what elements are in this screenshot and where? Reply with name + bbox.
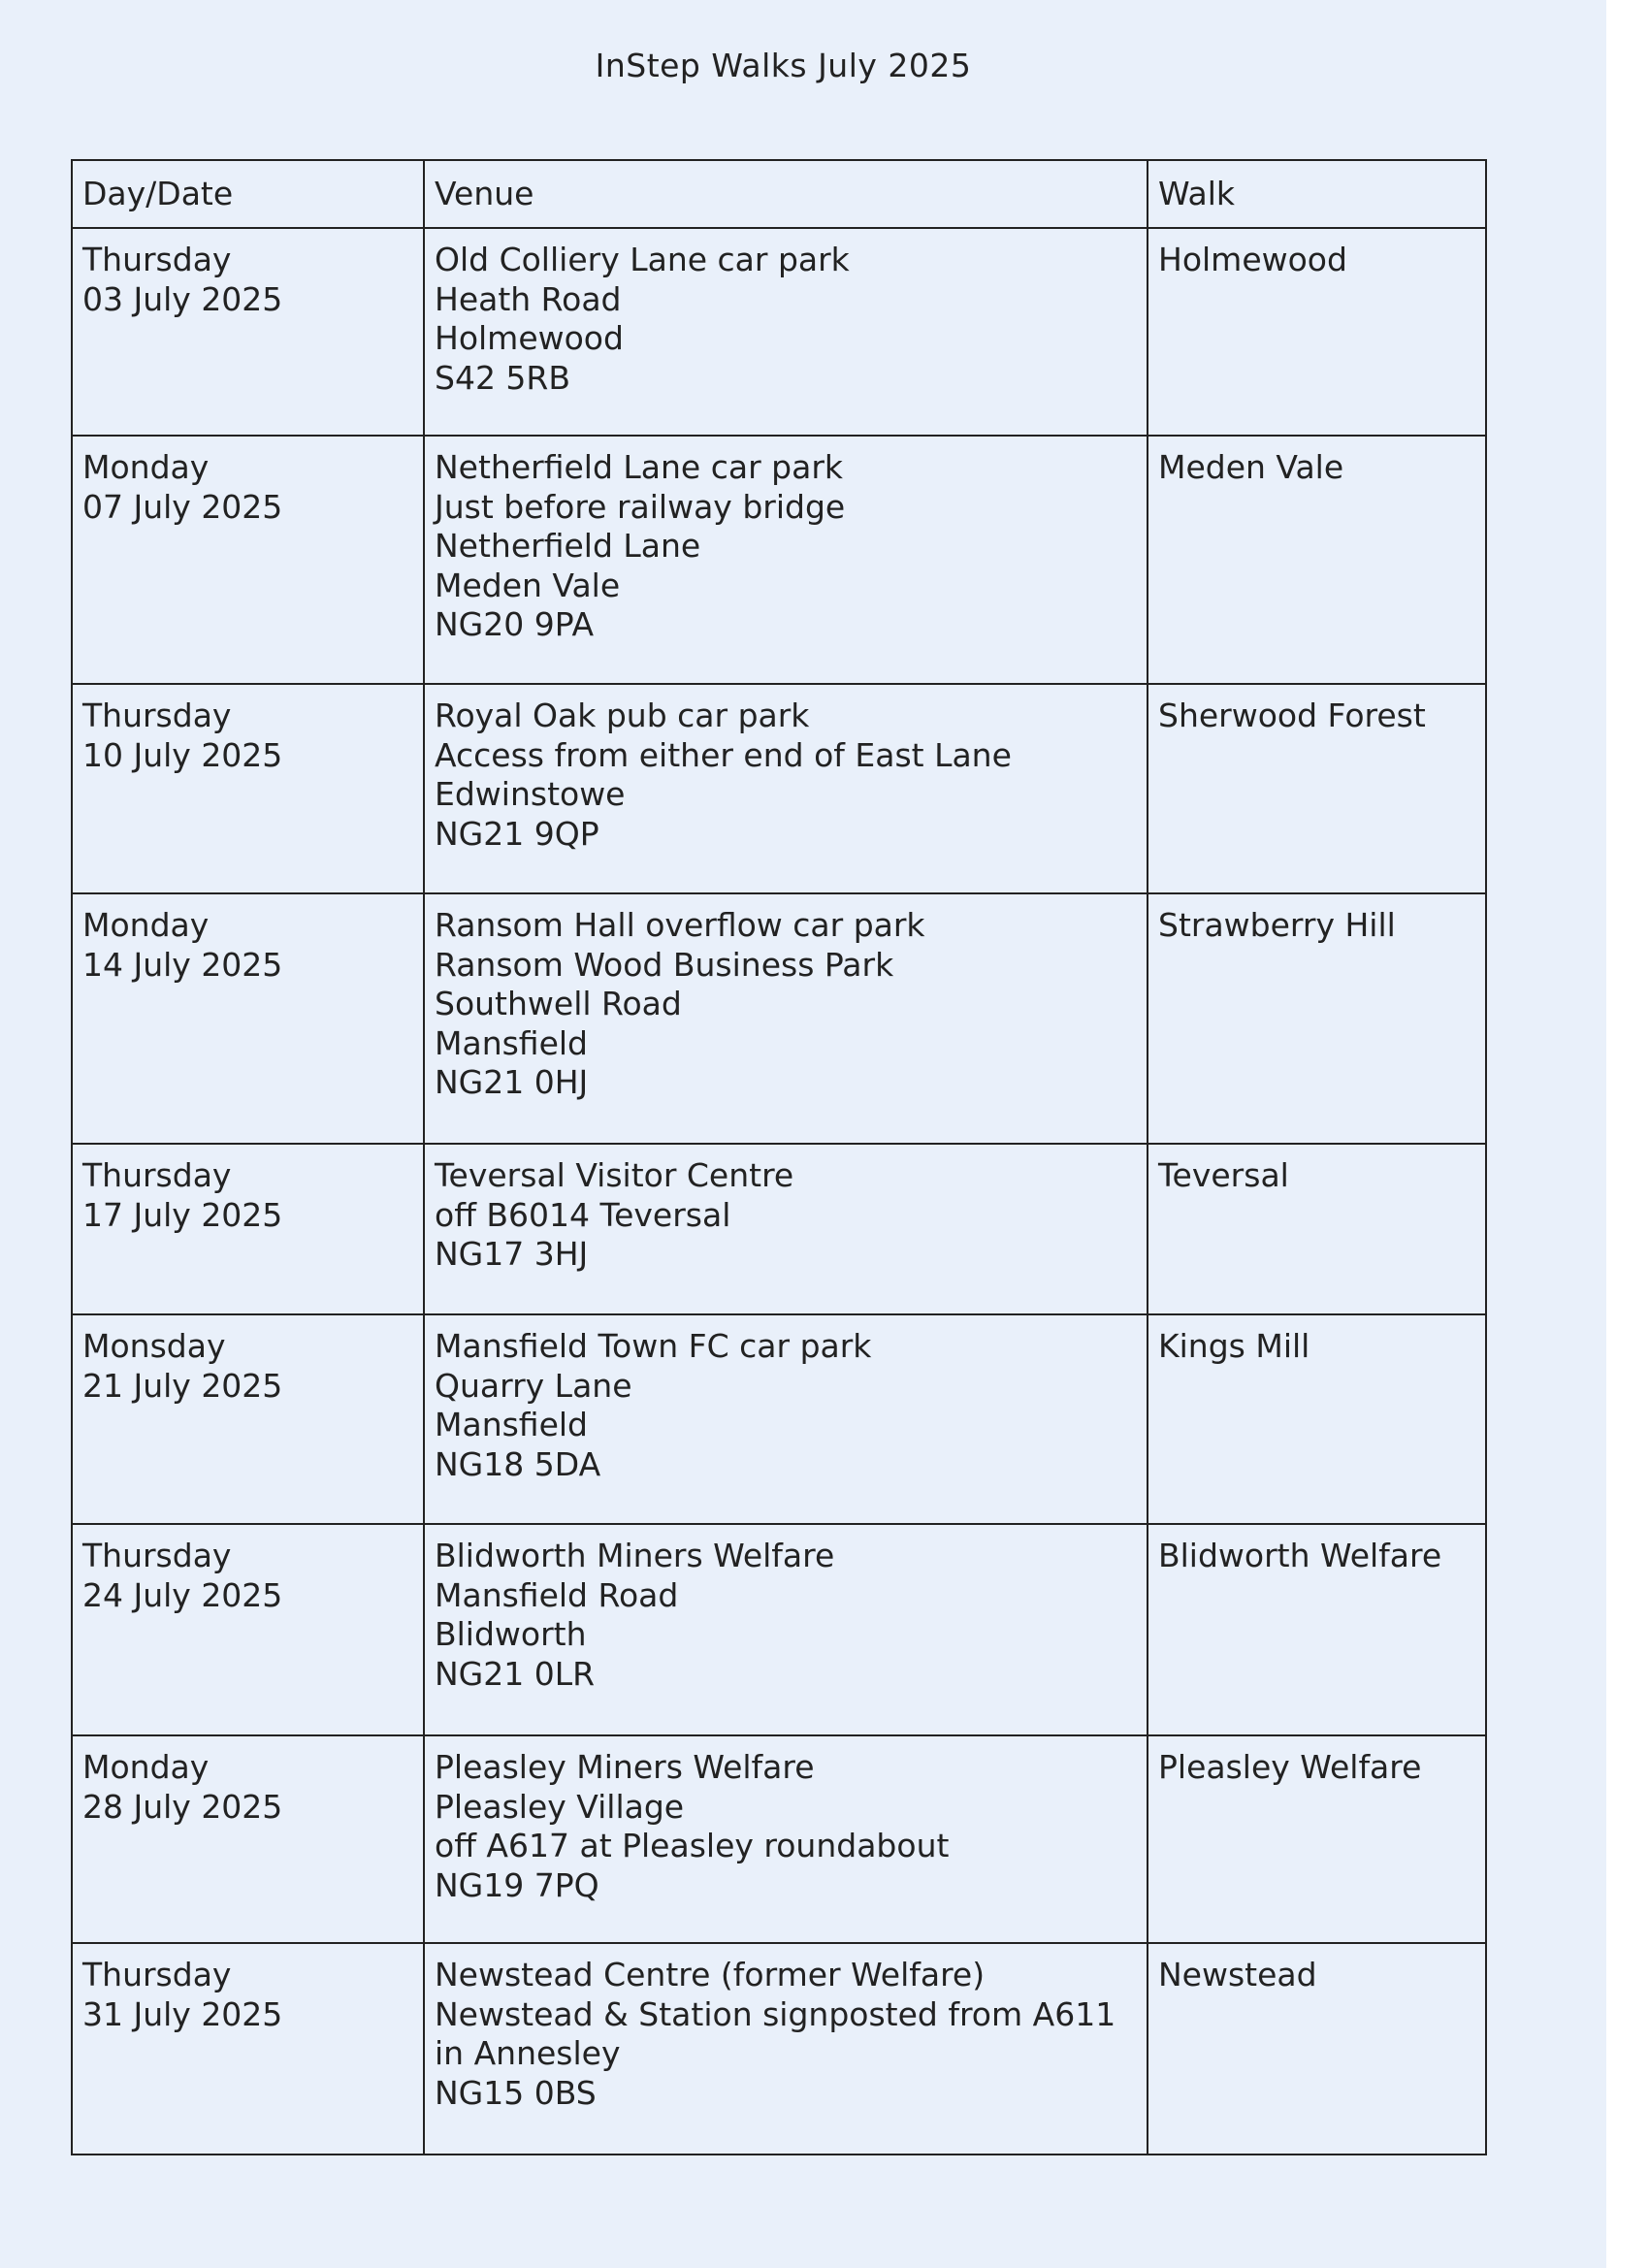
venue-line: Southwell Road bbox=[435, 985, 682, 1022]
venue-line: Royal Oak pub car park bbox=[435, 697, 810, 734]
day-name: Thursday bbox=[82, 1537, 232, 1574]
day-date-cell bbox=[72, 228, 424, 436]
day-date-cell bbox=[72, 893, 424, 1144]
day-name: Monsday bbox=[82, 1327, 226, 1365]
table-row bbox=[72, 1314, 1486, 1524]
venue-line: NG21 0LR bbox=[435, 1654, 596, 1693]
walk-name-cell: Kings Mill bbox=[1148, 1314, 1486, 1524]
day-name: Monday bbox=[82, 906, 210, 944]
walk-date: 17 July 2025 bbox=[82, 1195, 283, 1234]
venue-cell bbox=[424, 436, 1148, 684]
venue-line: Mansfield bbox=[435, 1406, 589, 1443]
venue-line: Newstead Centre (former Welfare) bbox=[435, 1956, 986, 1993]
venue-line: NG15 0BS bbox=[435, 2073, 597, 2112]
table-row bbox=[72, 893, 1486, 1144]
day-date-cell bbox=[72, 1314, 424, 1524]
walk-name-cell: Newstead bbox=[1148, 1943, 1486, 2155]
venue-line: Ransom Hall overflow car park bbox=[435, 906, 925, 944]
walk-date: 31 July 2025 bbox=[82, 1994, 283, 2033]
venue-line: Edwinstowe bbox=[435, 775, 626, 813]
walk-date: 10 July 2025 bbox=[82, 735, 283, 774]
venue-line: Heath Road bbox=[435, 279, 622, 318]
walk-date: 07 July 2025 bbox=[82, 487, 283, 526]
venue-line: Blidworth bbox=[435, 1615, 587, 1653]
venue-line: Netherfield Lane car park bbox=[435, 448, 843, 486]
venue-line: Netherfield Lane bbox=[435, 527, 701, 565]
venue-line: Teversal Visitor Centre bbox=[435, 1156, 794, 1194]
header-day-date: Day/Date bbox=[72, 160, 424, 228]
header-venue: Venue bbox=[424, 160, 1148, 228]
page-edge bbox=[1606, 0, 1649, 2268]
venue-cell bbox=[424, 684, 1148, 893]
table-row bbox=[72, 684, 1486, 893]
venue-line: NG21 9QP bbox=[435, 814, 599, 853]
venue-cell bbox=[424, 1314, 1148, 1524]
day-name: Thursday bbox=[82, 241, 232, 278]
venue-line: Meden Vale bbox=[435, 566, 621, 604]
table-body bbox=[72, 228, 1486, 2155]
venue-line: NG20 9PA bbox=[435, 605, 595, 643]
walk-date: 28 July 2025 bbox=[82, 1787, 283, 1826]
venue-line: Access from either end of East Lane bbox=[435, 735, 1012, 774]
venue-line: NG18 5DA bbox=[435, 1444, 601, 1483]
day-date-cell bbox=[72, 436, 424, 684]
day-name: Thursday bbox=[82, 1156, 232, 1194]
venue-line: Old Colliery Lane car park bbox=[435, 241, 850, 278]
day-date-cell bbox=[72, 1943, 424, 2155]
table-row bbox=[72, 1524, 1486, 1735]
day-date-cell bbox=[72, 1524, 424, 1735]
table-row bbox=[72, 1144, 1486, 1314]
venue-line: Quarry Lane bbox=[435, 1366, 632, 1405]
venue-cell bbox=[424, 1943, 1148, 2155]
venue-line: Ransom Wood Business Park bbox=[435, 945, 894, 984]
walk-date: 24 July 2025 bbox=[82, 1575, 283, 1614]
walk-name-cell: Pleasley Welfare bbox=[1148, 1735, 1486, 1943]
venue-line: Mansfield Road bbox=[435, 1575, 679, 1614]
venue-cell bbox=[424, 1144, 1148, 1314]
table-row bbox=[72, 1735, 1486, 1943]
venue-line: Newstead & Station signposted from A611 bbox=[435, 1994, 1116, 2033]
venue-line: NG21 0HJ bbox=[435, 1063, 589, 1101]
walk-name-cell: Sherwood Forest bbox=[1148, 684, 1486, 893]
day-date-cell bbox=[72, 684, 424, 893]
day-date-cell bbox=[72, 1735, 424, 1943]
table-header-row bbox=[72, 160, 1486, 228]
venue-line: S42 5RB bbox=[435, 358, 570, 397]
walk-name-cell: Meden Vale bbox=[1148, 436, 1486, 684]
venue-line: off A617 at Pleasley roundabout bbox=[435, 1827, 950, 1864]
page-title: InStep Walks July 2025 bbox=[595, 47, 972, 84]
venue-cell bbox=[424, 893, 1148, 1144]
venue-line: Blidworth Miners Welfare bbox=[435, 1537, 835, 1574]
walk-date: 14 July 2025 bbox=[82, 945, 283, 984]
walk-name-cell: Teversal bbox=[1148, 1144, 1486, 1314]
venue-line: Just before railway bridge bbox=[435, 487, 846, 526]
venue-line: NG17 3HJ bbox=[435, 1235, 589, 1273]
day-name: Monday bbox=[82, 448, 210, 486]
venue-line: Pleasley Miners Welfare bbox=[435, 1748, 815, 1786]
venue-cell bbox=[424, 228, 1148, 436]
table-row bbox=[72, 436, 1486, 684]
walk-name-cell: Strawberry Hill bbox=[1148, 893, 1486, 1144]
day-name: Monday bbox=[82, 1748, 210, 1786]
venue-line: Mansfield bbox=[435, 1023, 589, 1062]
venue-line: off B6014 Teversal bbox=[435, 1195, 731, 1234]
venue-line: Mansfield Town FC car park bbox=[435, 1327, 872, 1365]
day-name: Thursday bbox=[82, 1956, 232, 1993]
header-walk: Walk bbox=[1148, 160, 1486, 228]
day-name: Thursday bbox=[82, 697, 232, 734]
day-date-cell bbox=[72, 1144, 424, 1314]
walks-table bbox=[71, 159, 1487, 2155]
venue-line: Pleasley Village bbox=[435, 1787, 685, 1826]
venue-line: in Annesley bbox=[435, 2034, 621, 2072]
walk-date: 21 July 2025 bbox=[82, 1366, 283, 1405]
venue-cell bbox=[424, 1735, 1148, 1943]
venue-cell bbox=[424, 1524, 1148, 1735]
walk-name-cell: Blidworth Welfare bbox=[1148, 1524, 1486, 1735]
walk-date: 03 July 2025 bbox=[82, 279, 283, 318]
table-row bbox=[72, 228, 1486, 436]
table-row bbox=[72, 1943, 1486, 2155]
venue-line: Holmewood bbox=[435, 319, 624, 357]
venue-line: NG19 7PQ bbox=[435, 1865, 599, 1904]
walk-name-cell: Holmewood bbox=[1148, 228, 1486, 436]
